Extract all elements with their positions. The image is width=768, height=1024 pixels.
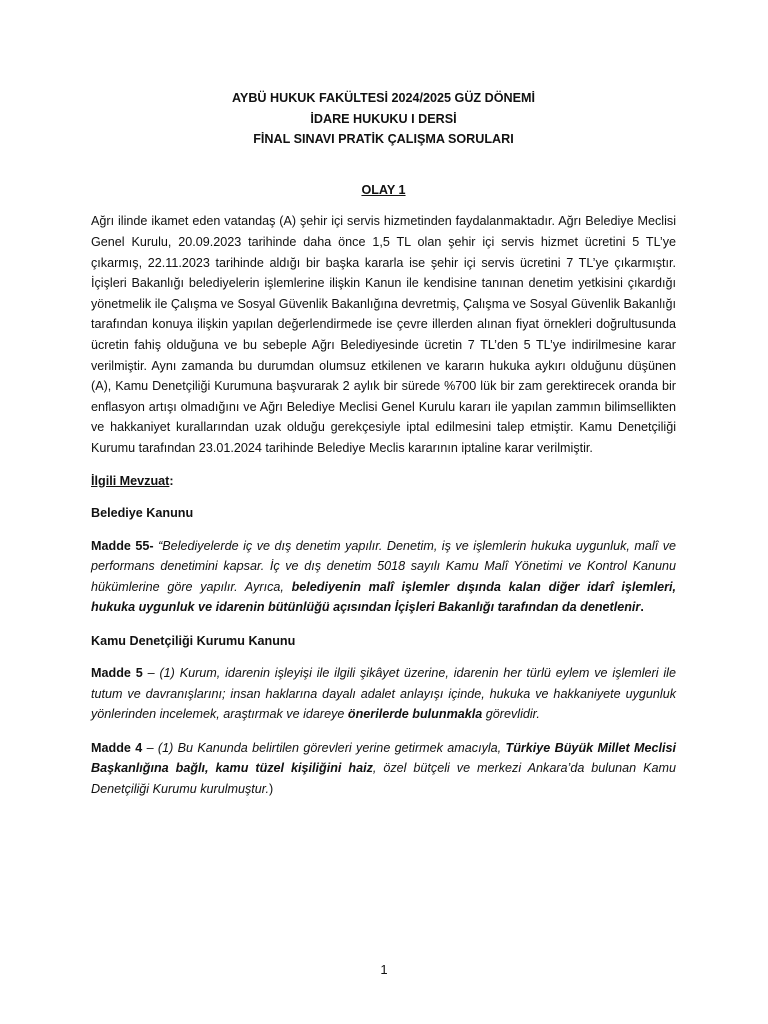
header-line-2: İDARE HUKUKU I DERSİ: [310, 111, 457, 126]
law2-a4-italic: (1) Bu Kanunda belirtilen görevleri yerine getirmek amacıyla,: [157, 740, 506, 755]
law1-title: Belediye Kanunu: [91, 506, 194, 521]
law1-text-bold-italic: belediyenin malî işlemler dışında kalan diğer idarî işlemleri, hukuka uygunluk ve idarenin bütünlüğü açısından İçişleri Bakanlığı tarafından da denetlenir: [91, 579, 676, 615]
legislation-heading-colon: :: [169, 473, 174, 488]
law2-a5-bold-italic: önerilerde bulunmakla: [347, 707, 483, 722]
law2-a5-dash: –: [142, 666, 160, 681]
page-number: 1: [380, 962, 388, 977]
law2-title: Kamu Denetçiliği Kurumu Kanunu: [91, 633, 296, 648]
law2-a5-italic-end: görevlidir.: [482, 707, 540, 722]
law1-text-italic: “Belediyelerde iç ve dış denetim yapılır. Denetim, iş ve işlemlerin hukuka uygunluk, malî ve performans denetimini kapsar. İç ve dış denetim 5018 sayılı Kamu Malî Yönetimi ve Kontrol Kanunu hükümlerine göre yapılır. Ayrıca,: [91, 538, 676, 594]
law2-article-5: [91, 663, 676, 725]
law2-a4-close: ): [269, 781, 274, 796]
law2-a5-italic: (1) Kurum, idarenin işleyişi ile ilgili şikâyet üzerine, idarenin her türlü eylem ve işlemleri ile tutum ve davranışlarını; insan haklarına dayalı adalet anlayışı içinde, hukuka ve hakkaniyete uygunluk yönlerinden incelemek, araştırmak ve idareye: [91, 666, 676, 722]
header-line-3: FİNAL SINAVI PRATİK ÇALIŞMA SORULARI: [253, 132, 514, 147]
header-line-1: AYBÜ HUKUK FAKÜLTESİ 2024/2025 GÜZ DÖNEMİ: [231, 91, 536, 105]
case-title: OLAY 1: [361, 182, 406, 197]
law2-a4-bold-italic: Türkiye Büyük Millet Meclisi Başkanlığına bağlı, kamu tüzel kişiliğini haiz: [91, 740, 676, 776]
legislation-heading: İlgili Mevzuat: [91, 473, 170, 488]
law1-article-55: [91, 536, 676, 618]
document-page: [91, 88, 676, 812]
document-header: [91, 88, 676, 150]
law1-article-label: Madde 55-: [91, 538, 154, 553]
case-text: Ağrı ilinde ikamet eden vatandaş (A) şehir içi servis hizmetinden faydalanmaktadır. Ağrı Belediye Meclisi Genel Kurulu, 20.09.2023 tarihinde daha önce 1,5 TL olan şehir içi servis hizmet ücretini 5 TL’ye çıkarmış, 22.11.2023 tarihinde aldığı bir başka kararla ise şehir içi servis ücretini 7 TL’ye çıkarmıştır. İçişleri Bakanlığı belediyelerin işlemlerine ilişkin Kanun ile kendisine tanınan denetim yetkisini çıkardığı yönetmelik ile Çalışma ve Sosyal Güvenlik Bakanlığına devretmiş, Çalışma ve Sosyal Güvenlik Bakanlığı tarafından konuya ilişkin yapılan değerlendirmede ise çevre illerden alınan fiyat örnekleri doğrultusunda ücretin fahiş olduğuna ve bu sebeple Ağrı Belediyesinde ücretin 7 TL’den 5 TL’ye indirilmesine karar verilmiştir. Aynı zamanda bu durumdan olumsuz etkilenen ve kararın hukuka aykırı olduğunu düşünen (A), Kamu Denetçiliği Kurumuna başvurarak 2 aylık bir sürede %700 lük bir zam gerektirecek oranda bir enflasyon artışı olmadığını ve Ağrı Belediye Meclisi Genel Kurulu kararı ile yapılan zammın bilimsellikten ve hakkaniyet kurallarından uzak olduğu gerekçesiyle iptal edilmesini talep etmiştir. Kamu Denetçiliği Kurumu tarafından 23.01.2024 tarihinde Belediye Meclis kararının iptaline karar verilmiştir.: [91, 214, 676, 455]
law2-a5-label: Madde 5: [91, 666, 143, 681]
law2-a4-italic-end: , özel bütçeli ve merkezi Ankara’da bulunan Kamu Denetçiliği Kurumu kurulmuştur.: [91, 761, 676, 796]
law2-article-4: [91, 738, 676, 800]
law1-text-end: .: [640, 600, 644, 615]
law2-a4-dash: –: [142, 740, 158, 755]
legislation-heading-row: [91, 471, 676, 492]
law2-a4-label: Madde 4: [91, 740, 143, 755]
